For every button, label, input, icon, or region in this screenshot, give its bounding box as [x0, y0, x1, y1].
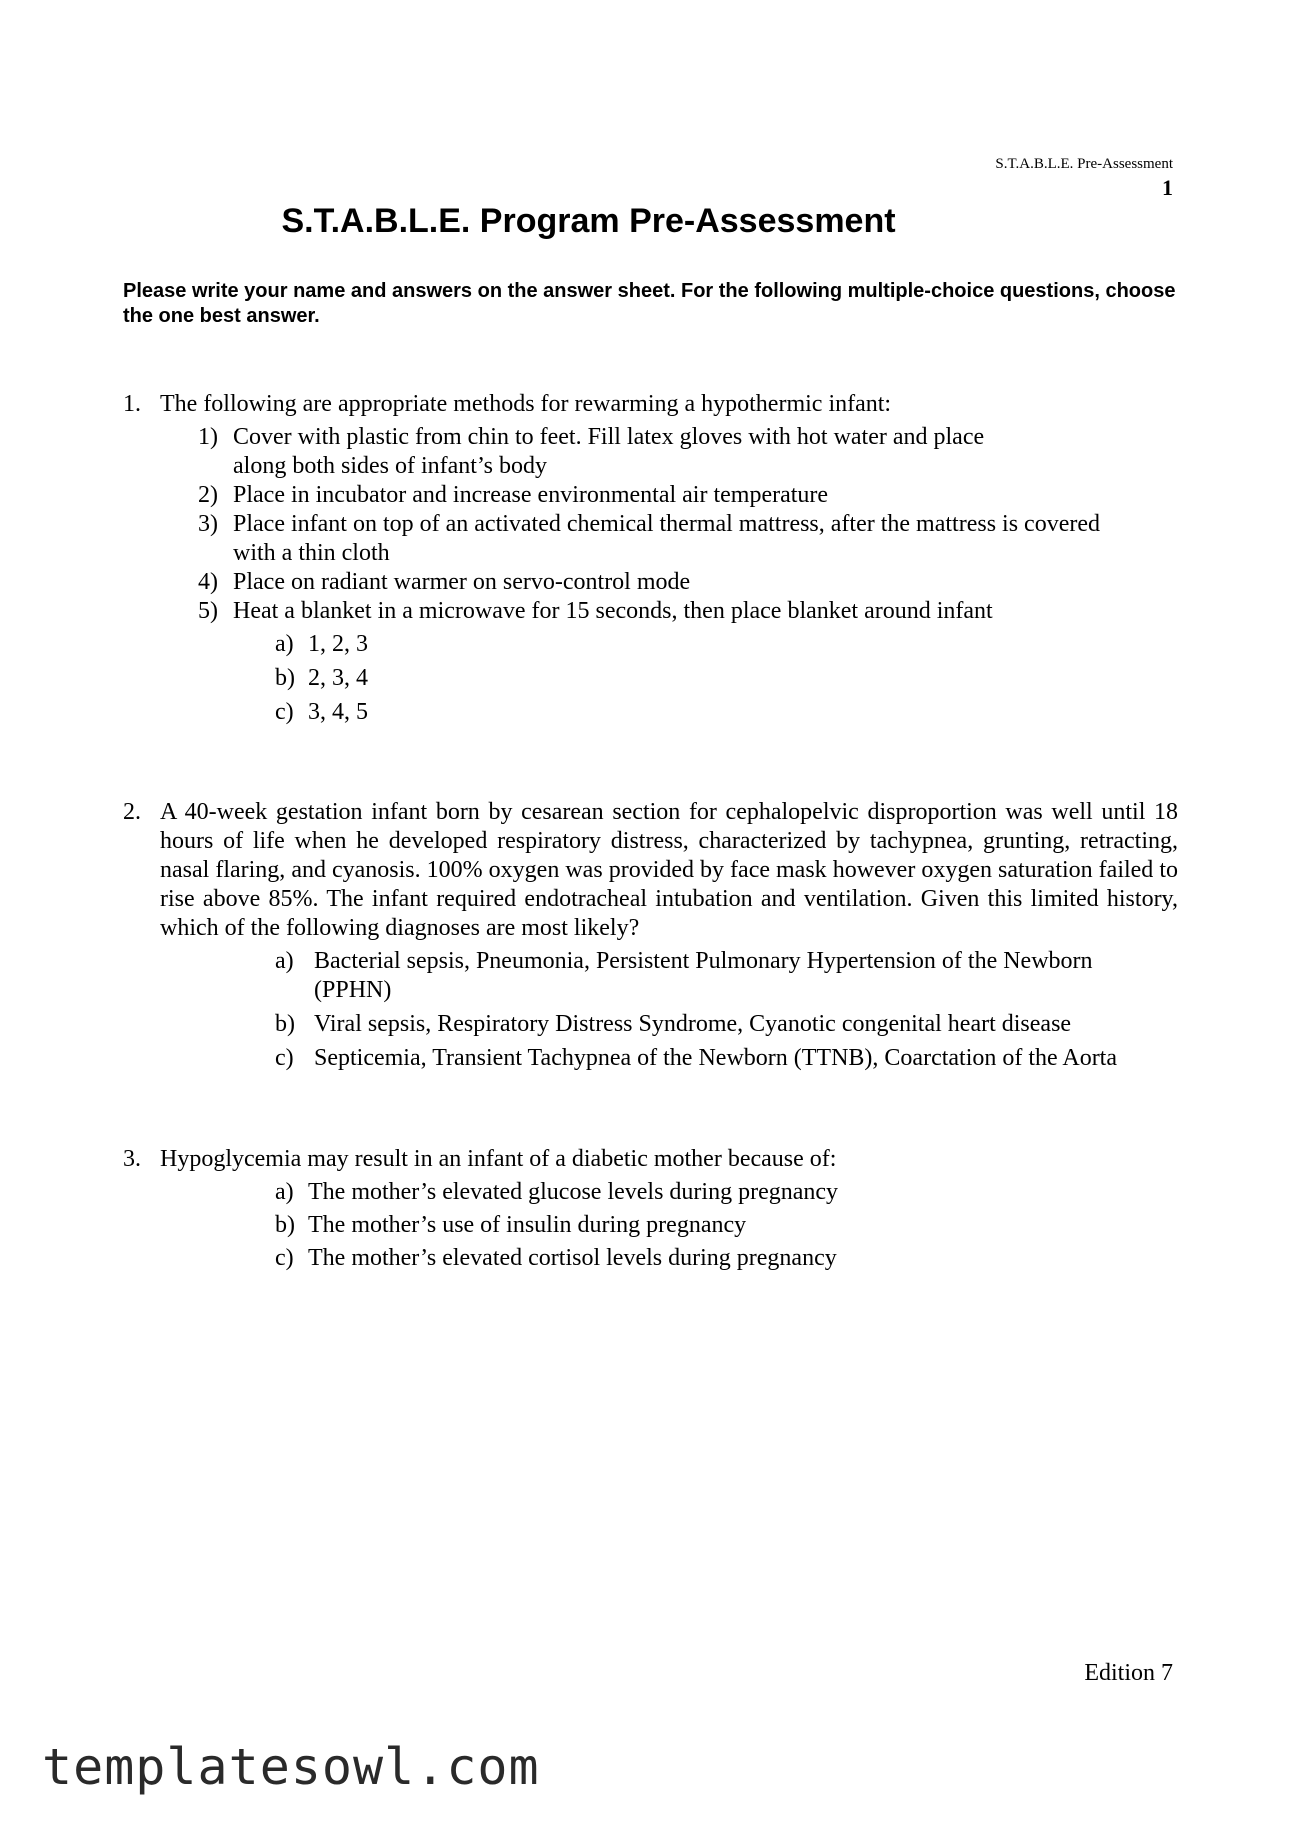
answer-option-a	[275, 947, 1178, 1005]
item-text: Place on radiant warmer on servo-control mode	[233, 569, 691, 595]
option-label: c)	[275, 699, 294, 725]
option-text: Viral sepsis, Respiratory Distress Syndrome, Cyanotic congenital heart disease	[314, 1011, 1072, 1037]
page-number: 1	[1162, 175, 1173, 200]
item-text: Heat a blanket in a microwave for 15 seconds, then place blanket around infant	[233, 598, 993, 624]
list-item	[198, 481, 1178, 510]
running-header: S.T.A.B.L.E. Pre-Assessment	[995, 156, 1173, 172]
option-text: The mother’s elevated glucose levels during pregnancy	[308, 1179, 839, 1205]
option-label: b)	[275, 1011, 295, 1037]
list-item	[198, 597, 1178, 626]
question-number: 2.	[123, 799, 141, 825]
option-label: a)	[275, 1179, 294, 1205]
answer-option-b	[275, 1211, 1178, 1244]
list-item	[198, 423, 1178, 481]
item-label: 4)	[198, 569, 218, 595]
answer-options	[275, 630, 1178, 732]
option-label: b)	[275, 665, 295, 691]
item-text: Place infant on top of an activated chemical thermal mattress, after the mattress is covered with a thin cloth	[233, 511, 1100, 566]
item-label: 1)	[198, 424, 218, 450]
answer-option-c	[275, 1044, 1178, 1073]
option-label: b)	[275, 1212, 295, 1238]
question-number: 1.	[123, 391, 141, 417]
question-text: The following are appropriate methods for rewarming a hypothermic infant:	[160, 391, 892, 417]
answer-option-c	[275, 1244, 1178, 1277]
answer-options	[275, 1178, 1178, 1277]
question-number: 3.	[123, 1146, 141, 1172]
option-text: 2, 3, 4	[308, 665, 368, 691]
item-label: 3)	[198, 511, 218, 537]
list-item	[198, 510, 1178, 568]
instructions: Please write your name and answers on the answer sheet. For the following multiple-choice questions, choose the one best answer.	[123, 280, 1176, 327]
answer-option-b	[275, 664, 1178, 698]
option-text: 1, 2, 3	[308, 631, 368, 657]
answer-option-b	[275, 1010, 1178, 1039]
question-1	[123, 390, 1178, 732]
option-text: Bacterial sepsis, Pneumonia, Persistent Pulmonary Hypertension of the Newborn (PPHN)	[314, 948, 1093, 1003]
item-text: Place in incubator and increase environmental air temperature	[233, 482, 829, 508]
question-2	[123, 798, 1178, 1078]
question-text: A 40-week gestation infant born by cesarean section for cephalopelvic disproportion was well until 18 hours of life when he developed respiratory distress, characterized by tachypnea, grunting, retracting, nasal flaring, and cyanosis. 100% oxygen was provided by face mask however oxygen saturation failed to rise above 85%. The infant required endotracheal intubation and ventilation. Given this limited history, which of the following diagnoses are most likely?	[160, 799, 1178, 941]
option-label: a)	[275, 631, 294, 657]
question-text: Hypoglycemia may result in an infant of a diabetic mother because of:	[160, 1146, 837, 1172]
answer-option-c	[275, 698, 1178, 732]
answer-options	[275, 947, 1178, 1073]
edition-label: Edition 7	[1084, 1660, 1173, 1686]
answer-option-a	[275, 1178, 1178, 1211]
option-text: 3, 4, 5	[308, 699, 368, 725]
option-text: The mother’s elevated cortisol levels during pregnancy	[308, 1245, 837, 1271]
option-label: a)	[275, 948, 294, 974]
option-text: Septicemia, Transient Tachypnea of the Newborn (TTNB), Coarctation of the Aorta	[314, 1045, 1118, 1071]
item-label: 5)	[198, 598, 218, 624]
item-list	[198, 423, 1178, 626]
item-label: 2)	[198, 482, 218, 508]
watermark: templatesowl.com	[42, 1738, 540, 1796]
item-text: Cover with plastic from chin to feet. Fill latex gloves with hot water and place along both sides of infant’s body	[233, 424, 985, 479]
option-text: The mother’s use of insulin during pregnancy	[308, 1212, 747, 1238]
page-title: S.T.A.B.L.E. Program Pre-Assessment	[281, 202, 896, 240]
question-3	[123, 1145, 1178, 1277]
answer-option-a	[275, 630, 1178, 664]
option-label: c)	[275, 1245, 294, 1271]
option-label: c)	[275, 1045, 294, 1071]
list-item	[198, 568, 1178, 597]
